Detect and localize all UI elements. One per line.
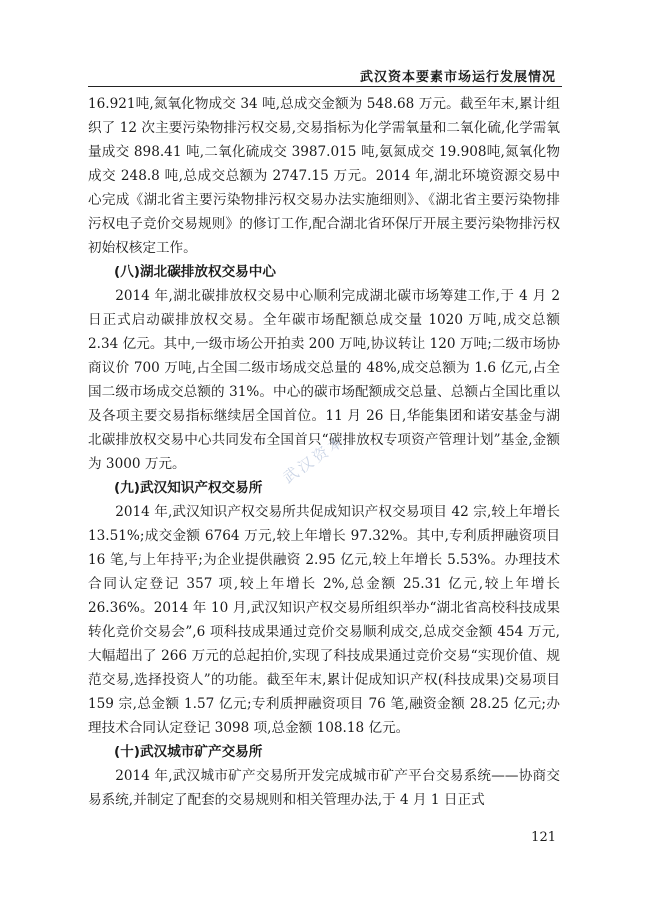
running-head: 武汉资本要素市场运行发展情况 — [359, 70, 556, 85]
paragraph-urban-mining: 2014 年,武汉城市矿产交易所开发完成城市矿产平台交易系统——协商交易系统,并制定了配套的交易规则和相关管理办法,于 4 月 1 日正式 — [88, 768, 560, 808]
section-heading-8: (八)湖北碳排放权交易中心 — [114, 264, 276, 280]
page-number: 121 — [531, 830, 556, 845]
paragraph-carbon-exchange: 2014 年,湖北碳排放权交易中心顺利完成湖北碳市场筹建工作,于 4 月 2 日正式启动碳排放权交易。全年碳市场配额总成交量 1020 万吨,成交总额 2.34 亿元。其中,一级市场公开拍卖 200 万吨,协议转让 120 万吨;二级市场协商议价 700 万吨,占全国二级市场成交总量的 48%,成交总额为 1.6 亿元,占全国二级市场成交总额的 31%。中心的碳市场配额成交总量、总额占全国比重以及各项主要交易指标继续居全国首位。11 月 26 日,华能集团和诺安基金与湖北碳排放权交易中心共同发布全国首只“碳排放权专项资产管理计划”基金,金额为 3000 万元。 — [88, 288, 560, 472]
section-heading-9: (九)武汉知识产权交易所 — [114, 480, 263, 496]
header-rule — [88, 86, 562, 87]
paragraph-continuation: 16.921吨,氮氧化物成交 34 吨,总成交金额为 548.68 万元。截至年末,累计组织了 12 次主要污染物排污权交易,交易指标为化学需氧量和二氧化硫,化学需氧量成交 898.41 吨,二氧化硫成交 3987.015 吨,氨氮成交 19.908吨,氮氧化物成交 248.8 吨,总成交总额为 2747.15 万元。2014 年,湖北环境资源交易中心完成《湖北省主要污染物排污权交易办法实施细则》、《湖北省主要污染物排污权电子竞价交易规则》的修订工作,配合湖北省环保厅开展主要污染物排污权初始权核定工作。 — [88, 96, 560, 256]
section-heading-10: (十)武汉城市矿产交易所 — [114, 744, 263, 760]
watermark: 武汉资本 — [279, 430, 349, 487]
paragraph-ip-exchange: 2014 年,武汉知识产权交易所共促成知识产权交易项目 42 宗,较上年增长 13.51%;成交金额 6764 万元,较上年增长 97.32%。其中,专利质押融资项目 16 笔,与上年持平;为企业提供融资 2.95 亿元,较上年增长 5.53%。办理技术合同认定登记 357 项,较上年增长 2%,总金额 25.31 亿元,较上年增长 26.36%。2014 年 10 月,武汉知识产权交易所组织举办“湖北省高校科技成果转化竞价交易会”,6 项科技成果通过竞价交易顺利成交,总成交金额 454 万元,大幅超出了 266 万元的总起拍价,实现了科技成果通过竞价交易“实现价值、规范交易,选择投资人”的功能。截至年末,累计促成知识产权(科技成果)交易项目 159 宗,总金额 1.57 亿元;专利质押融资项目 76 笔,融资金额 28.25 亿元;办理技术合同认定登记 3098 项,总金额 108.18 亿元。 — [88, 504, 560, 736]
